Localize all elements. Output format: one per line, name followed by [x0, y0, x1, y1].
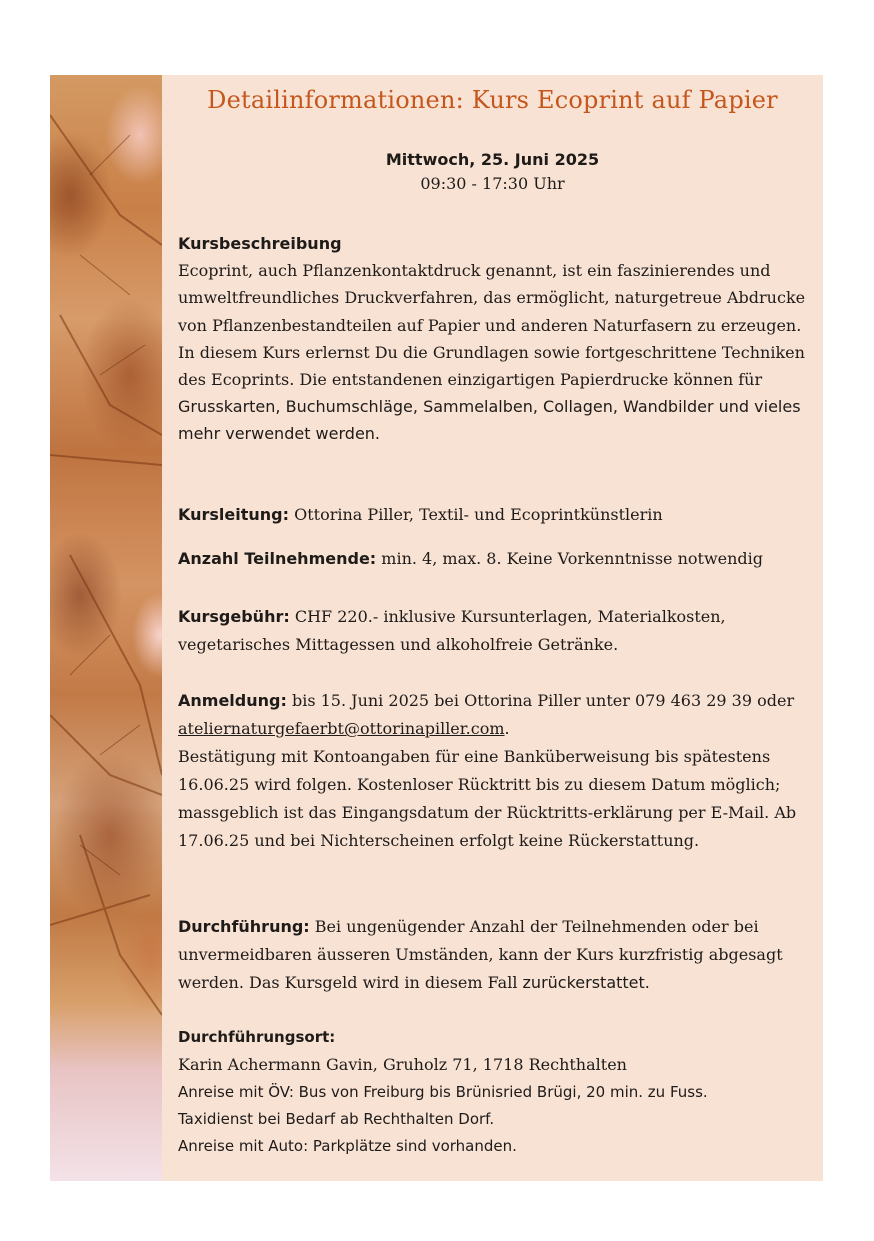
anmeldung-line [178, 687, 818, 743]
ort-taxi: Taxidienst bei Bedarf ab Rechthalten Dorf. [178, 1110, 495, 1128]
description-text [178, 257, 818, 447]
leaf-veins-decoration [50, 75, 162, 1181]
description-body: Ecoprint, auch Pflanzenkontaktdruck genannt, ist ein faszinierendes und umweltfreundliches Druckverfahren, das ermöglicht, naturgetreue Abdrucke von Pflanzenbestandteilen auf Papier und anderen Naturfasern zu erzeugen. In diesem Kurs erlernst Du die Grundlagen sowie fortgeschrittene Techniken des Ecoprints. Die entstandenen einzigartigen Papierdrucke können für [178, 261, 806, 390]
date-block [162, 148, 823, 196]
leaf-ecoprint-image [50, 75, 162, 1181]
teilnehmende-section [178, 545, 818, 573]
anmeldung-text: bis 15. Juni 2025 bei Ottorina Piller unter 079 463 29 39 oder [291, 691, 795, 710]
leitung-section [178, 501, 818, 529]
anmeldung-section [178, 687, 818, 855]
description-heading: Kursbeschreibung [178, 234, 342, 253]
gebuehr-label: Kursgebühr: [178, 607, 290, 626]
leitung-label: Kursleitung: [178, 505, 290, 524]
teilnehmende-label: Anzahl Teilnehmende: [178, 549, 377, 568]
gebuehr-section [178, 603, 818, 659]
ort-section [178, 1023, 818, 1160]
anmeldung-label: Anmeldung: [178, 691, 287, 710]
durchfuehrung-section [178, 913, 818, 997]
ort-label: Durchführungsort: [178, 1028, 336, 1046]
gebuehr-text: CHF 220.- inklusive Kursunterlagen, Materialkosten, vegetarisches Mittagessen und alkoholfreie Getränke. [178, 607, 726, 654]
durchfuehrung-text-end: zurückerstattet. [522, 973, 650, 992]
ort-address: Karin Achermann Gavin, Gruholz 71, 1718 Rechthalten [178, 1055, 627, 1074]
durchfuehrung-label: Durchführung: [178, 917, 310, 936]
ort-oev: Anreise mit ÖV: Bus von Freiburg bis Brünisried Brügi, 20 min. zu Fuss. [178, 1083, 708, 1101]
course-time: 09:30 - 17:30 Uhr [420, 174, 565, 193]
info-panel [162, 75, 823, 1181]
durchfuehrung-text: Bei ungenügender Anzahl der Teilnehmenden oder bei unvermeidbaren äusseren Umständen, kann der Kurs kurzfristig abgesagt werden. Das Kursgeld wird in diesem Fall [178, 917, 783, 992]
page-title: Detailinformationen: Kurs Ecoprint auf Papier [207, 86, 778, 114]
anmeldung-period: . [504, 719, 510, 738]
teilnehmende-text: min. 4, max. 8. Keine Vorkenntnisse notwendig [381, 549, 764, 568]
description-section [178, 230, 818, 448]
leitung-text: Ottorina Piller, Textil- und Ecoprintkünstlerin [294, 505, 663, 524]
description-body-uses: Grusskarten, Buchumschläge, Sammelalben, Collagen, Wandbilder und vieles mehr verwendet werden. [178, 397, 801, 444]
ort-auto: Anreise mit Auto: Parkplätze sind vorhanden. [178, 1137, 517, 1155]
email-link[interactable]: ateliernaturgefaerbt@ottorinapiller.com [178, 719, 505, 738]
bestaetigung-text: Bestätigung mit Kontoangaben für eine Banküberweisung bis spätestens 16.06.25 wird folgen. Kostenloser Rücktritt bis zu diesem Datum möglich; massgeblich ist das Eingangsdatum der Rücktritts-erklärung per E-Mail. Ab 17.06.25 und bei Nichterscheinen erfolgt keine Rückerstattung. [178, 747, 797, 850]
course-date: Mittwoch, 25. Juni 2025 [385, 150, 600, 169]
